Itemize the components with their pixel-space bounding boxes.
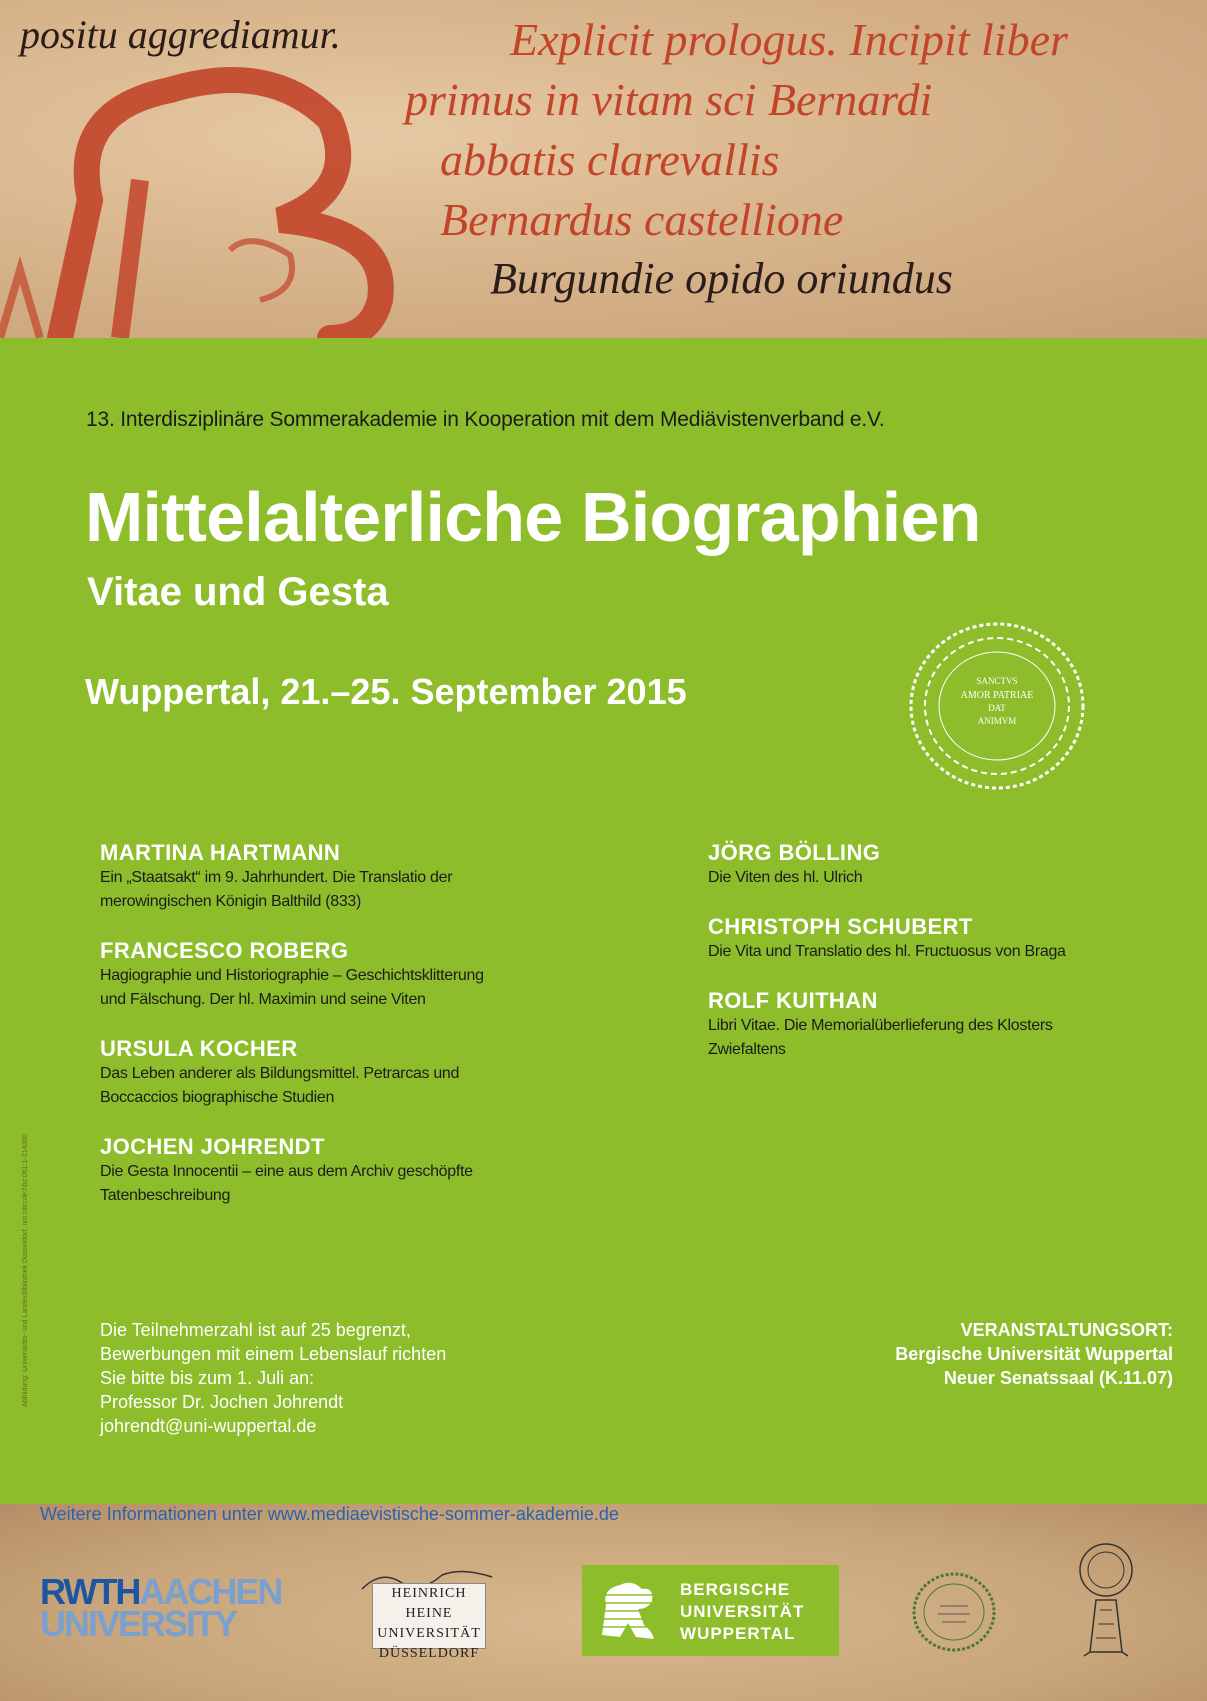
rwth-logo[interactable] (40, 1571, 282, 1646)
rwth-logo-text-3: UNIVERSITY (40, 1603, 237, 1644)
speaker-name: ROLF KUITHAN (708, 988, 878, 1013)
talk-topic-line-2: merowingischen Königin Balthild (833) (100, 893, 362, 910)
talk-topic-line-1: Libri Vitae. Die Memorialüberlieferung des Klosters (708, 1017, 1053, 1034)
hhu-logo[interactable] (352, 1565, 504, 1661)
talk-topic-line-1: Ein „Staatsakt“ im 9. Jahrhundert. Die Translatio der (100, 869, 453, 886)
venue-line-2: Neuer Senatssaal (K.11.07) (943, 1368, 1173, 1388)
event-line: 13. Interdisziplinäre Sommerakademie in Kooperation mit dem Mediävistenverband e.V. (86, 408, 885, 431)
manuscript-line-3: primus in vitam sci Bernardi (405, 74, 933, 125)
manuscript-image (0, 0, 1207, 338)
seal-line-3: DAT (988, 703, 1006, 713)
application-info (100, 1318, 446, 1438)
manuscript-line-1: positu aggrediamur. (20, 12, 341, 57)
application-line-3: Sie bitte bis zum 1. Juli an: (100, 1368, 315, 1388)
venue-label: VERANSTALTUNGSORT: (960, 1320, 1173, 1340)
talk-topic-line-2: Boccaccios biographische Studien (100, 1089, 335, 1106)
talks-right-column (708, 840, 1148, 1086)
speaker-name: FRANCESCO ROBERG (100, 938, 349, 963)
talk-topic-line-2: Zwiefaltens (708, 1041, 786, 1058)
contact-email-link[interactable]: johrendt@uni-wuppertal.de (100, 1416, 317, 1436)
talk-topic-line-1: Die Gesta Innocentii – eine aus dem Archiv geschöpfte (100, 1163, 473, 1180)
speaker-name: MARTINA HARTMANN (100, 840, 341, 865)
talk-topic-line-1: Hagiographie und Historiographie – Geschichtsklitterung (100, 967, 484, 984)
application-line-1: Die Teilnehmerzahl ist auf 25 begrenzt, (100, 1320, 411, 1340)
speaker-name: JOCHEN JOHRENDT (100, 1134, 325, 1159)
hhu-logo-line-1: HEINRICH HEINE (391, 1586, 467, 1621)
seal-line-1: SANCTVS (976, 676, 1018, 686)
venue-line-1: Bergische Universität Wuppertal (895, 1344, 1173, 1364)
hhu-logo-line-2: UNIVERSITÄT (377, 1626, 481, 1641)
talk-item (100, 1036, 540, 1110)
talk-item (100, 1134, 540, 1208)
page-title: Mittelalterliche Biographien (85, 478, 981, 556)
contact-name: Professor Dr. Jochen Johrendt (100, 1392, 344, 1412)
talk-item (100, 938, 540, 1012)
talk-topic-line-1: Die Vita und Translatio des hl. Fructuosus von Braga (708, 943, 1066, 960)
manuscript-line-2: Explicit prologus. Incipit liber (510, 14, 1068, 65)
buw-logo[interactable] (582, 1565, 839, 1656)
buw-logo-line-2: UNIVERSITÄT (680, 1602, 805, 1621)
application-line-2: Bewerbungen mit einem Lebenslauf richten (100, 1344, 447, 1364)
talk-topic-line-2: und Fälschung. Der hl. Maximin und seine Viten (100, 991, 426, 1008)
talk-topic-line-1: Die Viten des hl. Ulrich (708, 869, 863, 886)
event-date: Wuppertal, 21.–25. September 2015 (85, 671, 687, 712)
seal-line-2: AMOR PATRIAE (960, 690, 1034, 701)
manuscript-line-6: Burgundie opido oriundus (490, 254, 953, 303)
wreath-seal-icon (905, 618, 1089, 794)
rwth-logo-text-1: RWTH (40, 1571, 140, 1612)
more-info-link[interactable]: Weitere Informationen unter www.mediaevistische-sommer-akademie.de (40, 1504, 619, 1524)
buw-logo-line-1: BERGISCHE (680, 1580, 791, 1599)
buw-logo-line-3: WUPPERTAL (680, 1624, 796, 1643)
talks-left-column (100, 840, 540, 1232)
manuscript-line-5: Bernardus castellione (440, 194, 844, 245)
talk-item (708, 914, 1148, 964)
talk-topic-line-2: Tatenbeschreibung (100, 1187, 231, 1204)
image-credit: Abbildung: Universitäts- und Landesbibliothek Düsseldorf, urn:nbn:de:hbz:061:1-214300 (22, 1133, 29, 1407)
wreath-seal-small-icon[interactable] (910, 1568, 998, 1656)
manuscript-line-4: abbatis clarevallis (440, 134, 780, 185)
speaker-name: CHRISTOPH SCHUBERT (708, 914, 973, 939)
lion-icon (592, 1575, 664, 1645)
hhu-logo-box (372, 1583, 486, 1661)
talk-item (708, 840, 1148, 890)
talk-topic-line-1: Das Leben anderer als Bildungsmittel. Petrarcas und (100, 1065, 460, 1082)
seal-line-4: ANIMVM (977, 716, 1017, 726)
rwth-logo-text-2: AACHEN (139, 1571, 282, 1612)
medieval-figure-icon[interactable] (1070, 1540, 1142, 1658)
speaker-name: URSULA KOCHER (100, 1036, 298, 1061)
hhu-logo-line-3: DÜSSELDORF (378, 1646, 480, 1661)
talk-item (708, 988, 1148, 1062)
venue-info (895, 1318, 1173, 1390)
page-subtitle: Vitae und Gesta (87, 570, 389, 614)
talk-item (100, 840, 540, 914)
speaker-name: JÖRG BÖLLING (708, 840, 881, 865)
manuscript-illumination (0, 0, 1207, 338)
